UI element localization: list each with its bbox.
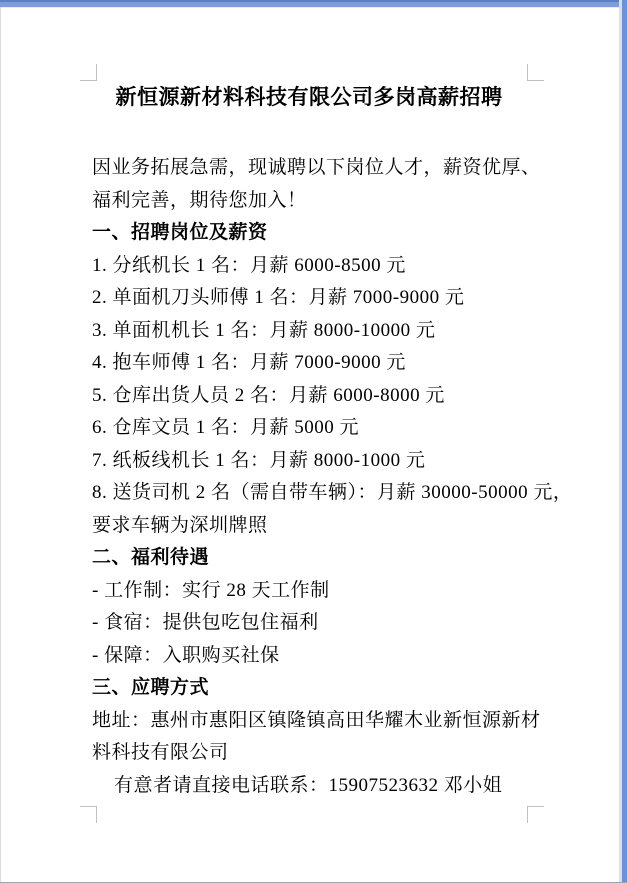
job-item-3: 3. 单面机机长 1 名：月薪 8000-10000 元 bbox=[92, 319, 436, 341]
margin-mark-bottom-left bbox=[80, 806, 97, 823]
intro-line-1: 因业务拓展急需，现诚聘以下岗位人才，薪资优厚、 bbox=[92, 157, 541, 178]
job-item-4: 4. 抱车师傅 1 名：月薪 7000-9000 元 bbox=[92, 352, 406, 373]
benefit-item-worktime: - 工作制：实行 28 天工作制 bbox=[92, 579, 330, 601]
address-line-1: 地址：惠州市惠阳区镇隆镇高田华耀木业新恒源新材 bbox=[92, 709, 541, 731]
document-title: 新恒源新材料科技有限公司多岗高薪招聘 bbox=[115, 85, 503, 109]
job-item-7: 7. 纸板线机长 1 名：月薪 8000-1000 元 bbox=[92, 449, 426, 471]
section-heading-benefits: 二、福利待遇 bbox=[92, 547, 210, 568]
window-border-top-highlight bbox=[0, 7, 627, 8]
margin-mark-bottom-right bbox=[527, 806, 544, 823]
document-page bbox=[92, 78, 573, 802]
benefit-item-insurance: - 保障：入职购买社保 bbox=[92, 644, 280, 666]
job-item-6: 6. 仓库文员 1 名：月薪 5000 元 bbox=[92, 417, 360, 438]
benefit-item-meals-lodging: - 食宿：提供包吃包住福利 bbox=[92, 612, 319, 633]
job-item-1: 1. 分纸机长 1 名：月薪 6000-8500 元 bbox=[92, 254, 406, 276]
window-border-right bbox=[619, 0, 627, 883]
contact-line: 有意者请直接电话联系：15907523632 邓小姐 bbox=[114, 774, 503, 796]
window-border-top bbox=[0, 0, 627, 7]
address-line-2: 料科技有限公司 bbox=[92, 742, 229, 763]
section-heading-apply: 三、应聘方式 bbox=[92, 677, 210, 698]
section-heading-positions: 一、招聘岗位及薪资 bbox=[92, 222, 268, 243]
job-item-8: 8. 送货司机 2 名（需自带车辆）：月薪 30000-50000 元， bbox=[92, 482, 573, 503]
job-item-2: 2. 单面机刀头师傅 1 名：月薪 7000-9000 元 bbox=[92, 287, 465, 308]
job-item-5: 5. 仓库出货人员 2 名：月薪 6000-8000 元 bbox=[92, 384, 445, 406]
window-border-left bbox=[0, 7, 1, 883]
intro-line-2: 福利完善，期待您加入！ bbox=[92, 189, 307, 211]
job-item-8-continued: 要求车辆为深圳牌照 bbox=[92, 514, 268, 536]
